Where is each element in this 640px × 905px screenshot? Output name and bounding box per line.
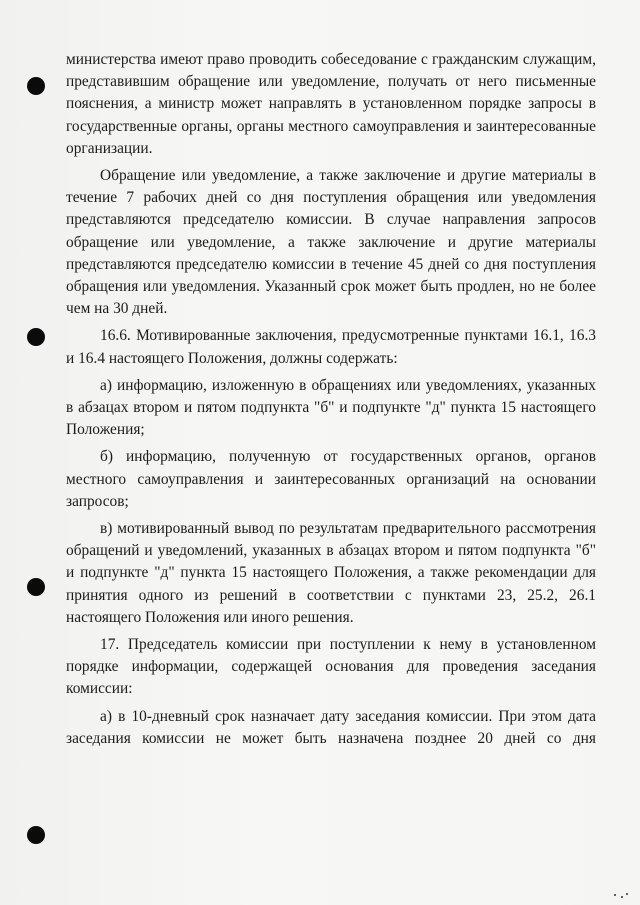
- document-body: [66, 49, 596, 755]
- scan-specks: [612, 891, 632, 899]
- paragraph-ministry-interview: министерства имеют право проводить собеседование с гражданским служащим, представившим обращение или уведомление, получать от него письменные пояснения, а министр может направлять в установленном порядке запросы в государственные органы, органы местного самоуправления и заинтересованные организации.: [66, 51, 596, 157]
- punch-hole: [27, 578, 45, 596]
- paragraph-item-a: а) информацию, изложенную в обращениях или уведомлениях, указанных в абзацах втором и пятом подпункта "б" и подпункте "д" пункта 15 настоящего Положения;: [66, 376, 596, 439]
- punch-hole: [27, 77, 45, 95]
- paragraph-submission-deadline: Обращение или уведомление, а также заключение и другие материалы в течение 7 рабочих дней со дня поступления обращения или уведомления представляются председателю комиссии. В случае направления запросов обращение или уведомление, а также заключение и другие материалы представляются председателю комиссии в течение 45 дней со дня поступления обращения или уведомления. Указанный срок может быть продлен, но не более чем на 30 дней.: [66, 167, 596, 318]
- punch-hole: [27, 826, 45, 844]
- paragraph-16-6: 16.6. Мотивированные заключения, предусмотренные пунктами 16.1, 16.3 и 16.4 настоящего Положения, должны содержать:: [66, 327, 596, 367]
- paragraph-item-b: б) информацию, полученную от государственных органов, органов местного самоуправления и заинтересованных организаций на основании запросов;: [66, 448, 596, 510]
- paragraph-17: 17. Председатель комиссии при поступлении к нему в установленном порядке информации, содержащей основания для проведения заседания комиссии:: [66, 636, 596, 698]
- paragraph-17-a: а) в 10-дневный срок назначает дату заседания комиссии. При этом дата заседания комиссии не может быть назначена позднее 20 дней со дня: [66, 707, 596, 747]
- paragraph-item-v: в) мотивированный вывод по результатам предварительного рассмотрения обращений и уведомлений, указанных в абзацах втором и пятом подпункта "б" и подпункте "д" пункта 15 настоящего Положения, а также рекомендации для принятия одного из решений в соответствии с пунктами 23, 25.2, 26.1 настоящего Положения или иного решения.: [66, 520, 596, 626]
- punch-hole: [27, 328, 45, 346]
